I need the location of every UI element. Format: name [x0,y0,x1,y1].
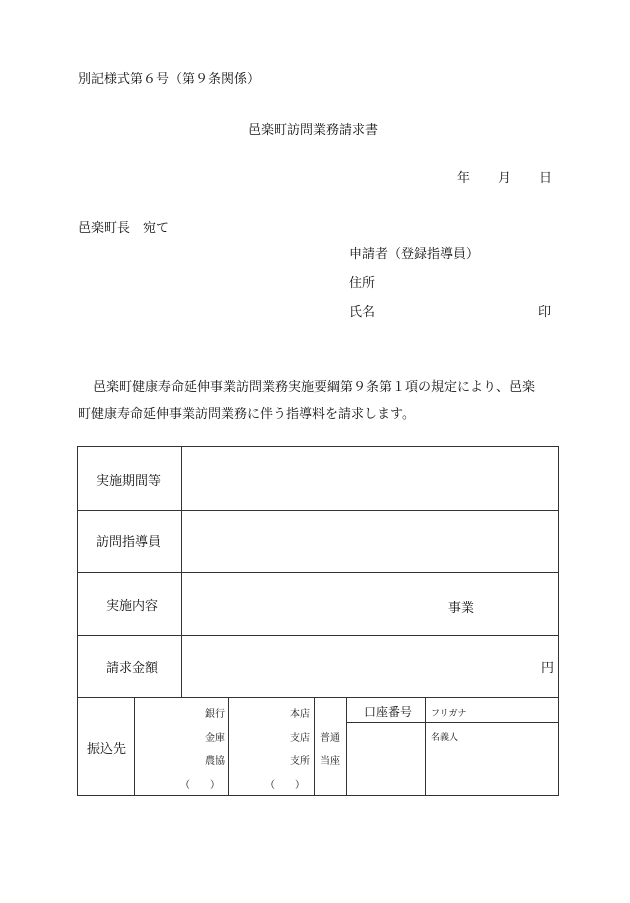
content-label: 実施内容 [106,599,159,614]
bank-type-nokyo: 農協 [205,756,225,767]
amount-unit: 円 [541,661,555,676]
date-year-label: 年 [457,171,471,186]
instructor-label: 訪問指導員 [96,535,162,550]
seal-mark: 印 [538,305,552,320]
claim-table [77,446,559,796]
bank-type-shinkin: 金庫 [205,733,225,744]
transfer-label: 振込先 [87,742,127,757]
branch-type-office: 支所 [290,756,310,767]
date-day-label: 日 [539,171,553,186]
account-type-ordinary: 普通 [320,733,340,744]
bank-type-other-paren: （ ） [180,780,220,791]
content-suffix: 事業 [448,601,475,616]
body-line-2: 町健康寿命延伸事業訪問業務に伴う指導料を請求します。 [78,407,415,422]
branch-type-main: 本店 [290,709,310,720]
form-number: 別記様式第６号（第９条関係） [78,72,261,87]
applicant-name-label: 氏名 [349,305,376,320]
addressee: 邑楽町長 宛て [78,221,170,236]
applicant-address-label: 住所 [349,276,376,291]
account-number-label: 口座番号 [364,705,413,719]
amount-label: 請求金額 [106,661,159,676]
furigana-label: フリガナ [431,709,467,719]
account-type-current: 当座 [320,756,340,767]
document-title: 邑楽町訪問業務請求書 [248,123,379,138]
date-month-label: 月 [498,171,512,186]
branch-type-other-paren: （ ） [265,780,305,791]
account-holder-label: 名義人 [431,733,459,743]
applicant-label: 申請者（登録指導員） [349,247,480,262]
body-line-1: 邑楽町健康寿命延伸事業訪問業務実施要綱第９条第１項の規定により、邑楽 [93,380,536,395]
branch-type-branch: 支店 [290,733,310,744]
period-label: 実施期間等 [96,474,162,489]
bank-type-bank: 銀行 [205,709,225,720]
